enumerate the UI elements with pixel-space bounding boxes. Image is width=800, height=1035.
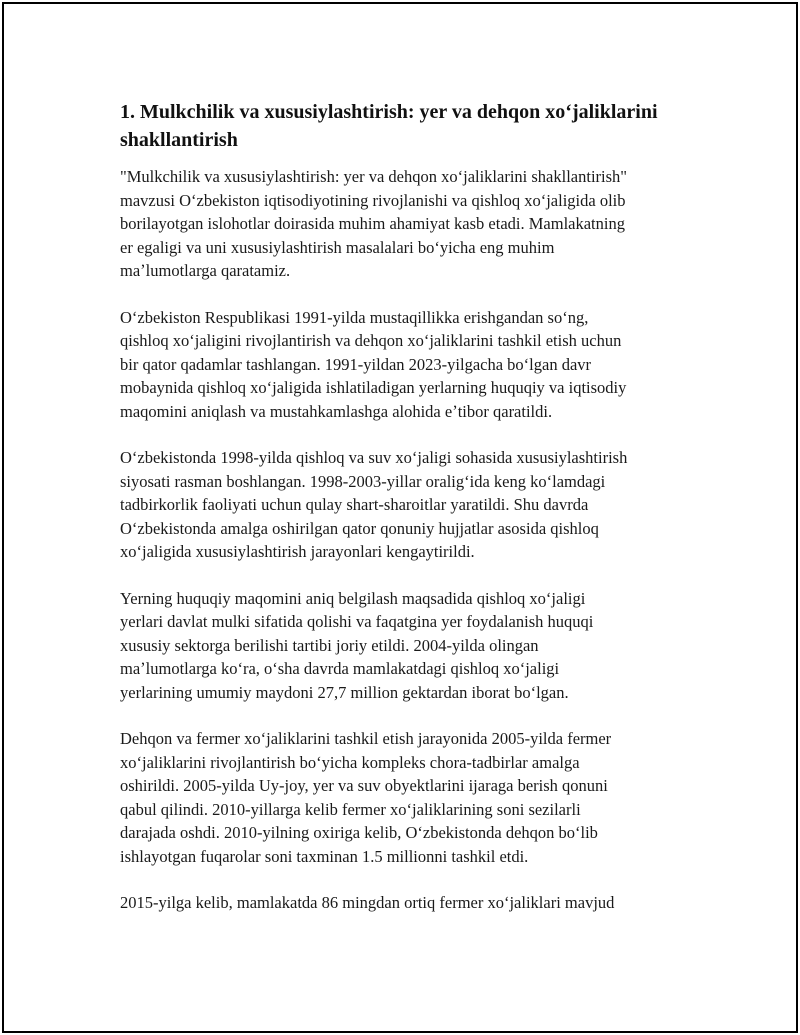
paragraph-line: "Mulkchilik va xususiylashtirish: yer va dehqon xoʻjaliklarini shakllantirish"	[120, 167, 628, 186]
paragraph-line: yerlarining umumiy maydoni 27,7 million gektardan iborat boʻlgan.	[120, 682, 569, 702]
paragraph-line: Oʻzbekiston Respublikasi 1991-yilda mustaqillikka erishgandan soʻng,	[120, 307, 589, 327]
paragraph-line: mavzusi Oʻzbekiston iqtisodiyotining rivojlanishi va qishloq xoʻjaligida olib	[120, 190, 626, 210]
paragraph-line: yerlari davlat mulki sifatida qolishi va faqatgina yer foydalanish huquqi	[120, 612, 594, 631]
body-paragraph	[120, 727, 700, 868]
paragraph-line: mobaynida qishloq xoʻjaligida ishlatiladigan yerlarning huquqiy va iqtisodiy	[120, 378, 627, 397]
paragraph-list	[120, 165, 700, 915]
paragraph-spacer	[120, 564, 700, 587]
paragraph-line: maqomini aniqlash va mustahkamlashga alohida eʼtibor qaratildi.	[120, 401, 553, 421]
paragraph-line: Oʻzbekistonda amalga oshirilgan qator qonuniy hujjatlar asosida qishloq	[120, 518, 599, 538]
paragraph-line: maʼlumotlarga koʻra, oʻsha davrda mamlakatdagi qishloq xoʻjaligi	[120, 659, 560, 678]
paragraph-line: tadbirkorlik faoliyati uchun qulay shart-sharoitlar yaratildi. Shu davrda	[120, 495, 589, 514]
paragraph-line: 2015-yilga kelib, mamlakatda 86 mingdan ortiq fermer xoʻjaliklari mavjud	[120, 893, 615, 912]
document-content	[120, 98, 700, 915]
paragraph-line: xoʻjaliklarini rivojlantirish boʻyicha kompleks chora-tadbirlar amalga	[120, 752, 580, 772]
paragraph-line: xoʻjaligida xususiylashtirish jarayonlari kengaytirildi.	[120, 542, 475, 561]
body-paragraph	[120, 891, 700, 915]
paragraph-spacer	[120, 704, 700, 727]
paragraph-line: ishlayotgan fuqarolar soni taxminan 1.5 millionni tashkil etdi.	[120, 846, 529, 866]
body-paragraph	[120, 587, 700, 705]
paragraph-line: xususiy sektorga berilishi tartibi joriy etildi. 2004-yilda olingan	[120, 635, 539, 655]
paragraph-line: borilayotgan islohotlar doirasida muhim ahamiyat kasb etadi. Mamlakatning	[120, 214, 625, 233]
paragraph-line: Oʻzbekistonda 1998-yilda qishloq va suv xoʻjaligi sohasida xususiylashtirish	[120, 448, 628, 467]
document-title: 1. Mulkchilik va xususiylashtirish: yer va dehqon xoʻjaliklarini shakllantirish	[120, 101, 658, 151]
paragraph-line: Yerning huquqiy maqomini aniq belgilash maqsadida qishloq xoʻjaligi	[120, 588, 586, 608]
paragraph-spacer	[120, 423, 700, 446]
paragraph-line: siyosati rasman boshlangan. 1998-2003-yillar oraligʻida keng koʻlamdagi	[120, 471, 606, 491]
paragraph-line: qabul qilindi. 2010-yillarga kelib fermer xoʻjaliklarining soni sezilarli	[120, 799, 581, 819]
paragraph-line: oshirildi. 2005-yilda Uy-joy, yer va suv obyektlarini ijaraga berish qonuni	[120, 776, 608, 795]
paragraph-spacer	[120, 283, 700, 306]
body-paragraph	[120, 306, 700, 424]
body-paragraph	[120, 165, 700, 283]
paragraph-line: darajada oshdi. 2010-yilning oxiriga kelib, Oʻzbekistonda dehqon boʻlib	[120, 823, 598, 842]
paragraph-line: qishloq xoʻjaligini rivojlantirish va dehqon xoʻjaliklarini tashkil etish uchun	[120, 331, 622, 350]
body-paragraph	[120, 446, 700, 564]
paragraph-line: bir qator qadamlar tashlangan. 1991-yildan 2023-yilgacha boʻlgan davr	[120, 354, 592, 374]
paragraph-line: er egaligi va uni xususiylashtirish masalalari boʻyicha eng muhim	[120, 237, 555, 257]
paragraph-line: maʼlumotlarga qaratamiz.	[120, 261, 291, 280]
title-spacer	[120, 154, 700, 165]
paragraph-line: Dehqon va fermer xoʻjaliklarini tashkil etish jarayonida 2005-yilda fermer	[120, 729, 612, 748]
page-frame	[2, 2, 798, 1033]
paragraph-spacer	[120, 868, 700, 891]
